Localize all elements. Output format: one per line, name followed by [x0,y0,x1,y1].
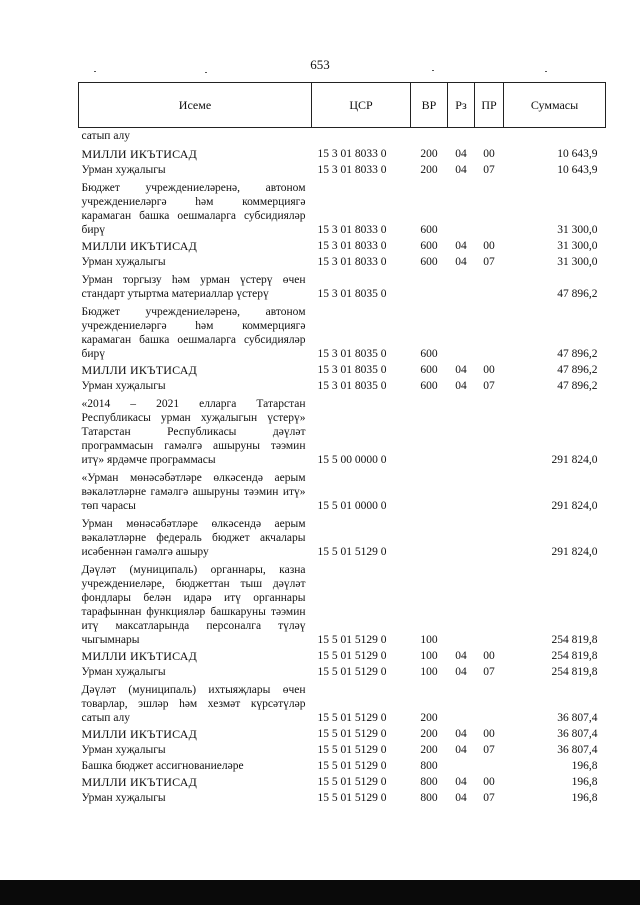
cell-sum: 291 824,0 [551,454,598,466]
table-row [79,468,606,514]
table-header-row [79,83,606,128]
cell-vr [411,270,448,302]
cell-sum: 196,8 [571,760,598,772]
cell-rz [448,560,475,648]
cell-vr [411,128,448,145]
table-row [79,162,606,178]
cell-rz: 04 [455,776,467,788]
cell-name: «Урман мөнәсәбәтләре өлкәсендә аерым вәкаләтләрне гамәлгә ашыруны тәэмин итү» төп чарасы [81,472,306,512]
cell-vr: 200 [420,148,438,160]
cell-rz [448,758,475,774]
cell-name: Урман торгызу һәм урман үстерү өчен стандарт утыртма материаллар үстерү [81,274,306,300]
cell-vr: 800 [420,776,438,788]
table-row [79,790,606,806]
cell-pr: 00 [483,728,495,740]
table-row [79,394,606,468]
cell-name: МИЛЛИ ИКЪТИСАД [81,363,197,377]
cell-pr: 00 [483,148,495,160]
cell-vr: 100 [420,634,438,646]
cell-pr: 07 [483,164,495,176]
cell-vr: 100 [420,650,438,662]
cell-csr: 15 3 01 8035 0 [317,348,387,360]
cell-vr: 200 [420,712,438,724]
cell-sum: 31 300,0 [557,256,598,268]
table-row [79,742,606,758]
cell-name: Дәүләт (муниципаль) ихтыяҗлары өчен товарлар, эшләр һәм хезмәт күрсәтүләр сатып алу [81,684,306,724]
table-row [79,254,606,270]
scan-speck [432,70,434,71]
header-pr: ПР [475,83,504,128]
cell-csr: 15 5 01 5129 0 [317,634,387,646]
cell-csr: 15 5 00 0000 0 [317,454,387,466]
cell-name: Урман хуҗалыгы [81,666,166,678]
cell-csr: 15 3 01 8033 0 [317,256,387,268]
cell-pr [475,514,504,560]
cell-sum [504,128,606,145]
cell-csr: 15 5 01 0000 0 [317,500,387,512]
cell-sum: 10 643,9 [557,148,598,160]
table-row [79,378,606,394]
cell-pr [475,128,504,145]
table-row [79,774,606,790]
cell-rz: 04 [455,164,467,176]
cell-csr: 15 3 01 8033 0 [317,148,387,160]
cell-vr: 600 [420,256,438,268]
cell-rz: 04 [455,728,467,740]
cell-pr: 07 [483,256,495,268]
cell-csr: 15 5 01 5129 0 [317,546,387,558]
table-row [79,302,606,362]
cell-name: Урман мөнәсәбәтләре өлкәсендә аерым вәкаләтләрне федераль бюджет акчалары исәбеннән гамәлгә ашыру [81,518,306,558]
cell-pr: 07 [483,792,495,804]
cell-pr: 00 [483,364,495,376]
cell-sum: 291 824,0 [551,546,598,558]
cell-csr: 15 3 01 8035 0 [317,380,387,392]
cell-pr [475,680,504,726]
cell-vr: 800 [420,792,438,804]
page-number: 653 [310,57,330,72]
cell-rz: 04 [455,380,467,392]
table-row [79,270,606,302]
cell-sum: 254 819,8 [551,634,598,646]
cell-sum: 10 643,9 [557,164,598,176]
cell-pr [475,394,504,468]
cell-pr [475,302,504,362]
cell-name: МИЛЛИ ИКЪТИСАД [81,147,197,161]
cell-vr: 600 [420,364,438,376]
cell-sum: 36 807,4 [557,712,598,724]
cell-name: сатып алу [81,130,131,142]
cell-rz: 04 [455,792,467,804]
cell-name: Урман хуҗалыгы [81,380,166,392]
cell-rz [448,514,475,560]
cell-rz [448,394,475,468]
cell-rz: 04 [455,148,467,160]
cell-pr [475,270,504,302]
table-row [79,238,606,254]
table-row [79,664,606,680]
cell-rz [448,270,475,302]
cell-name: Башка бюджет ассигнованиеләре [81,760,244,772]
cell-name: Урман хуҗалыгы [81,164,166,176]
cell-sum: 254 819,8 [551,666,598,678]
cell-csr: 15 3 01 8033 0 [317,164,387,176]
cell-vr: 600 [420,240,438,252]
cell-pr: 07 [483,744,495,756]
cell-sum: 196,8 [571,792,598,804]
cell-vr [411,468,448,514]
table-row [79,362,606,378]
table-row [79,178,606,238]
cell-sum: 47 896,2 [557,348,598,360]
cell-csr: 15 3 01 8035 0 [317,288,387,300]
cell-rz: 04 [455,240,467,252]
cell-csr: 15 5 01 5129 0 [317,666,387,678]
table-body [79,128,606,807]
cell-sum: 31 300,0 [557,224,598,236]
scan-speck [94,71,96,72]
cell-pr [475,758,504,774]
cell-name: МИЛЛИ ИКЪТИСАД [81,239,197,253]
cell-rz: 04 [455,744,467,756]
cell-rz [448,302,475,362]
table-row [79,726,606,742]
cell-csr: 15 5 01 5129 0 [317,728,387,740]
cell-name: Урман хуҗалыгы [81,744,166,756]
header-csr: ЦСР [312,83,411,128]
cell-pr: 00 [483,240,495,252]
cell-name: Дәүләт (муниципаль) органнары, казна учреждениеләре, бюджеттан тыш дәүләт фондлары белән идарә итү органнары тарафыннан функцияләр башкаруны тәэмин итү максатларында персоналга түләү чыгымнары [81,564,306,646]
cell-csr: 15 5 01 5129 0 [317,760,387,772]
cell-vr: 600 [420,348,438,360]
cell-vr: 200 [420,164,438,176]
header-rz: Рз [448,83,475,128]
cell-pr: 07 [483,380,495,392]
cell-rz: 04 [455,650,467,662]
cell-vr: 800 [420,760,438,772]
table-row [79,144,606,162]
cell-pr [475,560,504,648]
cell-pr: 00 [483,650,495,662]
cell-vr: 100 [420,666,438,678]
cell-rz [448,128,475,145]
cell-vr: 600 [420,224,438,236]
cell-csr: 15 3 01 8033 0 [317,240,387,252]
cell-vr [411,514,448,560]
header-vr: ВР [411,83,448,128]
cell-rz: 04 [455,256,467,268]
scan-speck [545,71,547,72]
table-row [79,680,606,726]
cell-name: Бюджет учреждениеләренә, автоном учреждениеләргә һәм коммерциягә карамаган башка оешмаларга субсидияләр бирү [81,182,306,236]
cell-csr [312,128,411,145]
cell-sum: 291 824,0 [551,500,598,512]
cell-name: Урман хуҗалыгы [81,256,166,268]
cell-rz [448,178,475,238]
cell-csr: 15 5 01 5129 0 [317,776,387,788]
cell-csr: 15 3 01 8035 0 [317,364,387,376]
cell-rz [448,680,475,726]
cell-sum: 31 300,0 [557,240,598,252]
table-row [79,514,606,560]
header-name: Исеме [79,83,312,128]
table-row [79,648,606,664]
cell-sum: 36 807,4 [557,744,598,756]
cell-vr: 200 [420,744,438,756]
scan-bottom-edge [0,880,640,905]
cell-name: МИЛЛИ ИКЪТИСАД [81,727,197,741]
scan-speck [205,72,207,73]
cell-csr: 15 5 01 5129 0 [317,650,387,662]
cell-sum: 36 807,4 [557,728,598,740]
header-sum: Суммасы [504,83,606,128]
cell-pr [475,178,504,238]
cell-name: «2014 – 2021 елларга Татарстан Республикасы урман хуҗалыгын үстерү» Татарстан Республикасы дәүләт программасын гамәлгә ашыруны тәэмин итү» ярдәмче программасы [81,398,306,466]
table-row [79,560,606,648]
cell-name: МИЛЛИ ИКЪТИСАД [81,775,197,789]
cell-vr: 200 [420,728,438,740]
cell-pr: 07 [483,666,495,678]
cell-name: Бюджет учреждениеләренә, автоном учреждениеләргә һәм коммерциягә карамаган башка оешмаларга субсидияләр бирү [81,306,306,360]
cell-csr: 15 5 01 5129 0 [317,712,387,724]
cell-csr: 15 3 01 8033 0 [317,224,387,236]
cell-vr: 600 [420,380,438,392]
budget-table [78,82,606,806]
cell-rz: 04 [455,666,467,678]
cell-rz: 04 [455,364,467,376]
cell-vr [411,394,448,468]
table-row [79,128,606,145]
cell-pr [475,468,504,514]
cell-csr: 15 5 01 5129 0 [317,792,387,804]
cell-sum: 196,8 [571,776,598,788]
cell-sum: 47 896,2 [557,364,598,376]
cell-rz [448,468,475,514]
cell-pr: 00 [483,776,495,788]
cell-name: МИЛЛИ ИКЪТИСАД [81,649,197,663]
cell-sum: 254 819,8 [551,650,598,662]
cell-name: Урман хуҗалыгы [81,792,166,804]
table-row [79,758,606,774]
cell-csr: 15 5 01 5129 0 [317,744,387,756]
cell-sum: 47 896,2 [557,380,598,392]
cell-sum: 47 896,2 [557,288,598,300]
